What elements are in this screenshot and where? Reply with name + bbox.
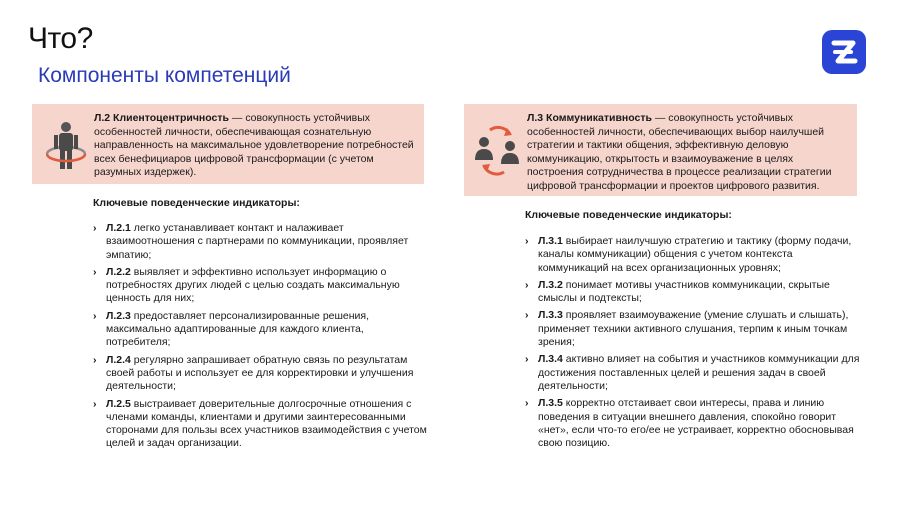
indicator-text: предоставляет персонализированные решения, максимально адаптированные для каждого клиента, потребителя; <box>106 309 370 349</box>
bullet-arrow-icon: › <box>93 265 97 278</box>
indicator-code: Л.2.4 <box>106 353 131 366</box>
list-item <box>525 309 861 349</box>
bullet-arrow-icon: › <box>525 309 529 322</box>
indicator-code: Л.3.3 <box>538 309 563 322</box>
bullet-arrow-icon: › <box>525 353 529 366</box>
indicator-text: выявляет и эффективно использует информацию о потребностях других людей с целью создать максимальную ценность для них; <box>106 265 400 305</box>
list-item <box>93 310 431 350</box>
indicator-code: Л.2.5 <box>106 397 131 410</box>
indicators-title: Ключевые поведенческие индикаторы: <box>525 209 732 221</box>
definition-text <box>94 112 414 180</box>
people-exchange-icon <box>472 122 522 178</box>
person-in-ring-icon <box>46 118 96 174</box>
definition-card-communicativeness <box>464 104 857 196</box>
indicator-text: выбирает наилучшую стратегию и тактику (форму подачи, каналы коммуникации) общения с учетом контекста коммуникаций на всех организационных уровнях; <box>538 235 852 274</box>
bullet-arrow-icon: › <box>93 309 97 322</box>
indicator-text: активно влияет на события и участников коммуникации для достижения поставленных целей и решения задач в своей деятельности; <box>538 353 860 392</box>
indicator-code: Л.3.1 <box>538 235 563 247</box>
definition-text <box>527 112 849 193</box>
bullet-arrow-icon: › <box>93 353 97 366</box>
competency-definition: — совокупность устойчивых особенностей личности, обеспечивающая сознательную направленность на максимальное удовлетворение потребностей всех бенефициаров цифровой трансформации (с учетом разумных издержек). <box>94 112 414 178</box>
list-item <box>93 222 431 262</box>
indicator-code: Л.2.1 <box>106 222 131 234</box>
bullet-arrow-icon: › <box>525 278 529 291</box>
bullet-arrow-icon: › <box>93 222 97 234</box>
indicator-text: корректно отстаивает свои интересы, права и линию поведения в ситуации внешнего давления, спокойно говорит «нет», если что-то его/ее не устраивает, корректно обосновывая свою позицию. <box>538 397 854 450</box>
indicator-code: Л.2.2 <box>106 265 131 278</box>
list-item <box>525 353 861 393</box>
list-item <box>525 235 861 275</box>
competency-term: Л.2 Клиентоцентричность <box>94 112 229 124</box>
bullet-arrow-icon: › <box>525 397 529 410</box>
indicators-list-left <box>93 222 431 455</box>
indicator-text: выстраивает доверительные долгосрочные отношения с членами команды, клиентами и другими заинтересованными сторонами для пользы всех участников взаимодействия с учетом целей и задач организации. <box>106 397 427 450</box>
indicator-text: легко устанавливает контакт и налаживает взаимоотношения с партнерами по коммуникации, проявляет эмпатию; <box>106 222 409 261</box>
list-item <box>525 279 861 306</box>
definition-card-client-centricity <box>32 104 424 184</box>
list-item <box>93 354 431 394</box>
list-item <box>93 266 431 306</box>
indicator-code: Л.3.2 <box>538 278 563 291</box>
indicator-text: понимает мотивы участников коммуникации, скрытые смыслы и подтексты; <box>538 278 830 305</box>
indicator-code: Л.3.4 <box>538 353 563 366</box>
competency-definition: — совокупность устойчивых особенностей личности, обеспечивающих выбор наилучшей стратегии и тактики общения, эффективную деловую коммуникацию, открытость и взаимоуважение в целях построения сотрудничества в процессе реализации стратегии цифровой трансформации и проектов цифрового развития. <box>527 112 832 192</box>
slide-subtitle: Компоненты компетенций <box>38 64 291 87</box>
indicator-text: регулярно запрашивает обратную связь по результатам своей работы и использует ее для корректировки и улучшения деятельности; <box>106 353 414 393</box>
competency-term: Л.3 Коммуникативность <box>527 112 652 124</box>
bullet-arrow-icon: › <box>93 397 97 410</box>
indicator-text: проявляет взаимоуважение (умение слушать и слышать), применяет техники активного слушания, терпим к иным точкам зрения; <box>538 309 849 349</box>
list-item <box>93 398 431 451</box>
indicators-title: Ключевые поведенческие индикаторы: <box>93 197 300 209</box>
list-item <box>525 397 861 450</box>
brand-logo-icon <box>822 30 866 74</box>
bullet-arrow-icon: › <box>525 235 529 247</box>
slide-title: Что? <box>28 22 93 55</box>
indicators-list-right <box>525 235 861 454</box>
indicator-code: Л.3.5 <box>538 397 563 410</box>
indicator-code: Л.2.3 <box>106 309 131 322</box>
